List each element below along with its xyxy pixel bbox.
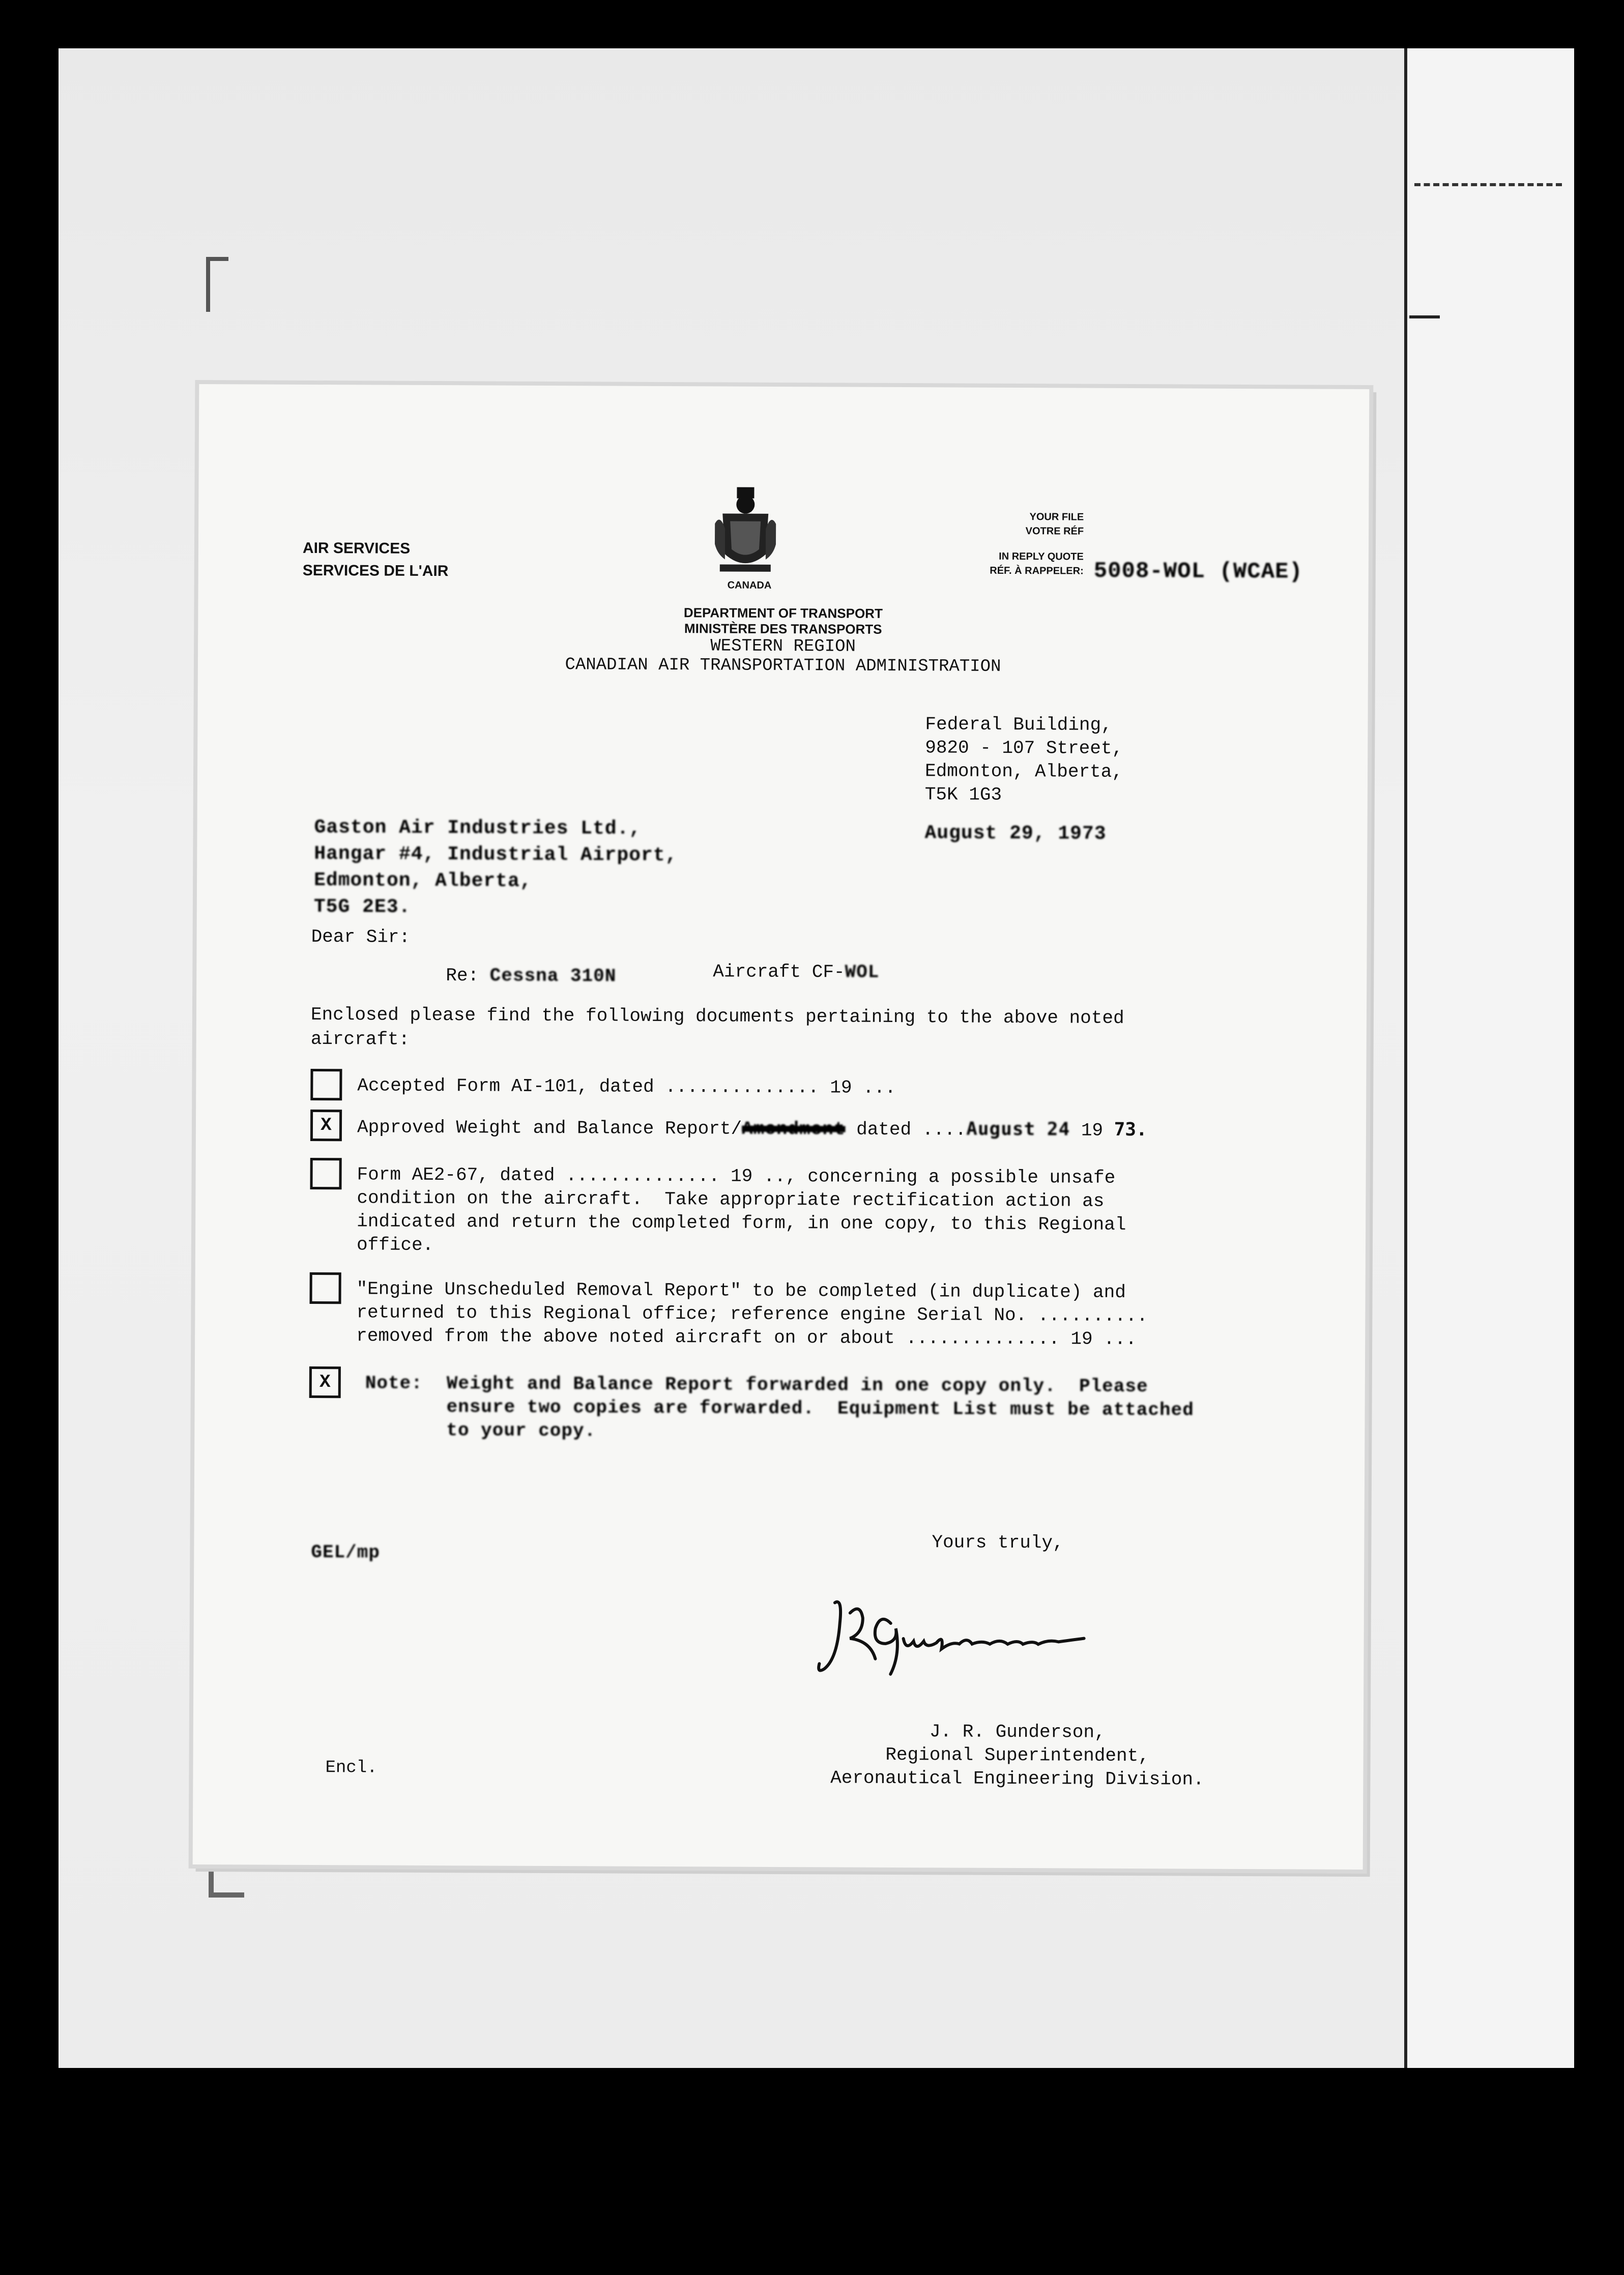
margin-dash-mark: [1414, 183, 1562, 186]
note-text: [446, 1372, 1194, 1445]
sender-address: [925, 713, 1123, 807]
subject-label: Re:: [446, 965, 479, 986]
letter-date: August 29, 1973: [924, 822, 1107, 845]
intro-paragraph: Enclosed please find the following documents pertaining to the above noted aircraft:: [310, 1004, 1124, 1050]
item-line: removed from the above noted aircraft on or about .............. 19 ...: [356, 1325, 1137, 1350]
your-file-label-fr: VOTRE RÉF: [1025, 526, 1084, 537]
item-line: Form AE2-67, dated .............. 19 .., concerning a possible unsafe: [357, 1164, 1116, 1188]
checkbox[interactable]: [309, 1272, 341, 1304]
typist-initials: GEL/mp: [311, 1541, 381, 1563]
note-line: Weight and Balance Report forwarded in one copy only. Please: [446, 1373, 1148, 1397]
address-line: T5K 1G3: [924, 784, 1002, 805]
recipient-address: [314, 814, 678, 922]
aircraft-model: Cessna 310N: [489, 965, 617, 987]
administration-name: CANADIAN AIR TRANSPORTATION ADMINISTRATION: [565, 655, 1001, 677]
address-line: Edmonton, Alberta,: [924, 761, 1123, 782]
department-header: [198, 603, 1369, 678]
checklist-item-text: Accepted Form AI-101, dated .............. 19 ...: [357, 1075, 896, 1098]
recipient-line: Hangar #4, Industrial Airport,: [314, 842, 678, 867]
film-margin: [1404, 48, 1574, 2068]
item-line: returned to this Regional office; reference engine Serial No. ..........: [356, 1302, 1148, 1327]
address-line: Federal Building,: [925, 714, 1112, 736]
closing: Yours truly,: [932, 1532, 1064, 1554]
region-name: WESTERN REGION: [710, 636, 856, 657]
reference-labels: [951, 509, 1084, 578]
item-line: office.: [356, 1234, 434, 1256]
note-line: to your copy.: [446, 1420, 596, 1442]
service-name-en: AIR SERVICES: [302, 539, 411, 557]
item-line: "Engine Unscheduled Removal Report" to be completed (in duplicate) and: [356, 1278, 1126, 1303]
crest-label: CANADA: [727, 579, 772, 591]
filled-year: 73.: [1114, 1119, 1147, 1141]
margin-tick-mark: [1409, 315, 1440, 318]
item-line: indicated and return the completed form, in one copy, to this Regional: [357, 1211, 1126, 1235]
department-name-en: DEPARTMENT OF TRANSPORT: [683, 605, 883, 621]
note-label: Note:: [365, 1373, 423, 1394]
checkbox[interactable]: [310, 1069, 342, 1100]
recipient-line: Edmonton, Alberta,: [314, 869, 532, 892]
checkbox[interactable]: X: [310, 1110, 342, 1141]
aircraft-registration: [713, 961, 879, 982]
reference-number: 5008-WOL (WCAE): [1093, 558, 1303, 585]
item-text-part: dated ....: [845, 1119, 967, 1141]
letter-page: [193, 384, 1370, 1870]
department-name-fr: MINISTÈRE DES TRANSPORTS: [684, 621, 882, 637]
aircraft-label: Aircraft CF-: [713, 961, 845, 983]
subject-line: [446, 965, 616, 986]
item-line: condition on the aircraft. Take appropriate rectification action as: [357, 1187, 1105, 1212]
filled-date: August 24: [966, 1118, 1070, 1140]
aircraft-reg: WOL: [845, 961, 880, 983]
note-line: ensure two copies are forwarded. Equipment List must be attached: [446, 1396, 1194, 1421]
checklist-item-text: [357, 1163, 1126, 1260]
checklist-item-text: [356, 1277, 1148, 1351]
signer-name: J. R. Gunderson,: [929, 1721, 1106, 1743]
canada-crest-icon: [712, 483, 779, 585]
address-line: 9820 - 107 Street,: [925, 737, 1123, 759]
checklist-item-text: [357, 1115, 1147, 1143]
your-file-label: YOUR FILE: [1029, 511, 1084, 523]
signer-block: [824, 1719, 1211, 1791]
corner-crop-mark: [206, 257, 228, 312]
handwritten-signature: [814, 1592, 1099, 1690]
service-name-fr: SERVICES DE L'AIR: [302, 562, 449, 580]
checkbox[interactable]: X: [309, 1366, 341, 1398]
salutation: Dear Sir:: [311, 926, 411, 948]
enclosure-note: Encl.: [325, 1758, 378, 1778]
recipient-line: Gaston Air Industries Ltd.,: [314, 816, 642, 840]
item-text-part: 19: [1070, 1120, 1114, 1141]
service-name: [303, 537, 449, 582]
recipient-line: T5G 2E3.: [313, 895, 411, 918]
signer-division: Aeronautical Engineering Division.: [830, 1767, 1204, 1790]
item-text-part: Approved Weight and Balance Report/: [357, 1117, 742, 1140]
checkbox[interactable]: [310, 1158, 341, 1189]
reply-quote-label-fr: RÉF. À RAPPELER:: [990, 565, 1084, 577]
reply-quote-label: IN REPLY QUOTE: [999, 550, 1084, 563]
struck-word: Amendment: [742, 1118, 846, 1140]
signer-title: Regional Superintendent,: [885, 1744, 1149, 1767]
